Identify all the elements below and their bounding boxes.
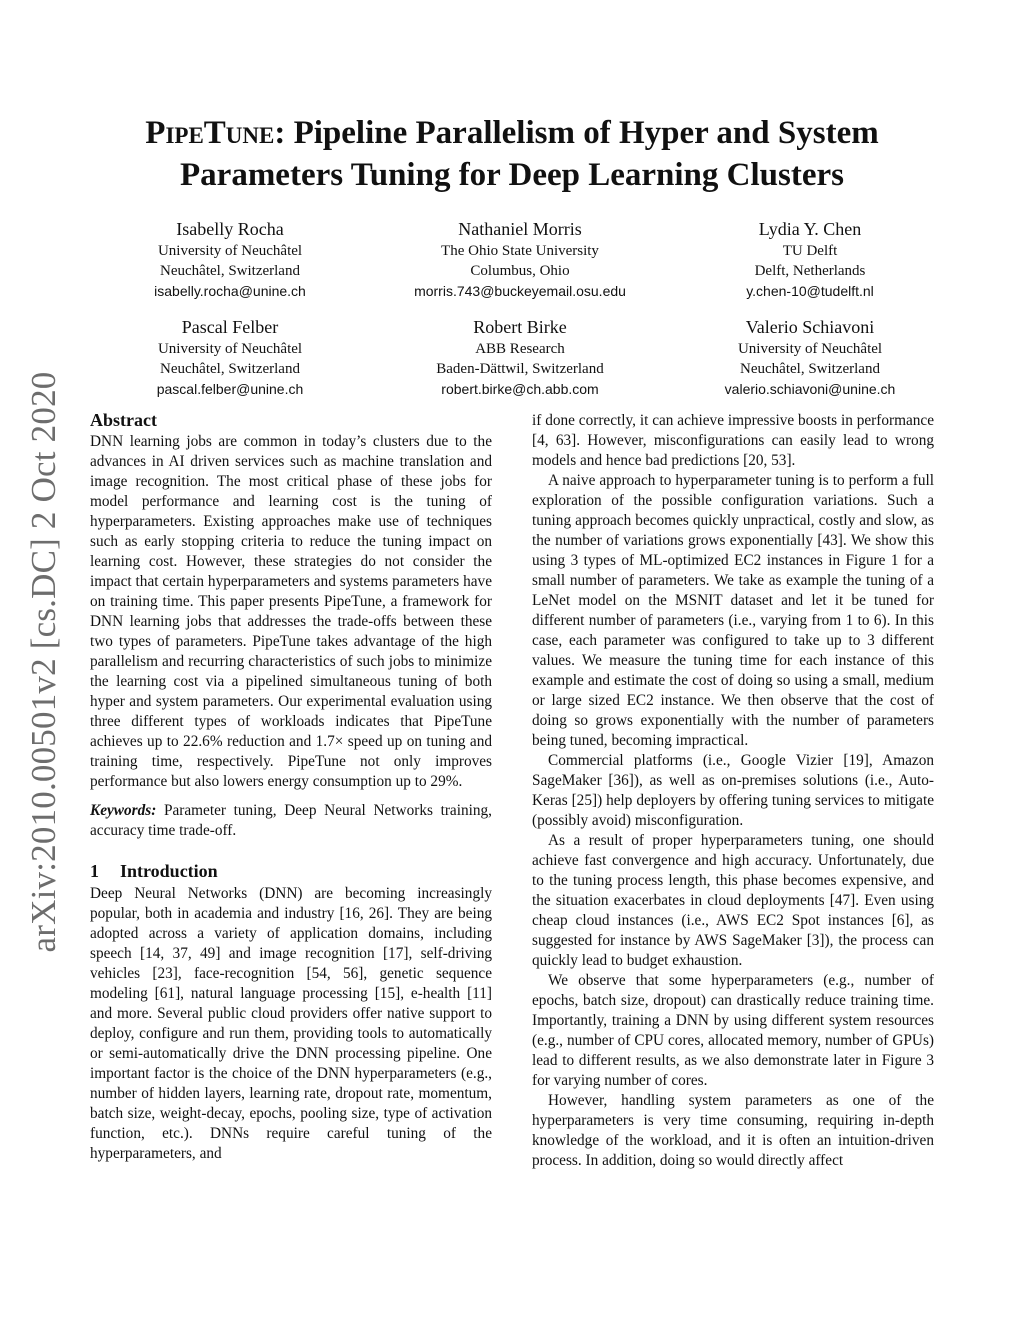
system-name: PipeTune (145, 115, 275, 151)
author-affiliation: The Ohio State University (441, 243, 599, 259)
author-location: Delft, Netherlands (754, 263, 866, 279)
intro-paragraph: Deep Neural Networks (DNN) are becoming increasingly popular, both in academia and industry [16, 26]. They are being adopted across a variety of application domains, including speech [14, 37, 49] and image recognition [17], self-driving vehicles [23], face-recognition [54, 56], genetic sequence modeling [61], natural language processing [15], e-health [11] and more. Several public cloud providers offer native support to deploy, configure and run them, providing tools to automatically or semi-automatically drive the DNN processing pipeline. One important factor is the choice of the DNN hyperparameters (e.g., number of hidden layers, learning rate, dropout rate, momentum, batch size, weight-decay, epochs, pooling size, type of activation function, etc.). DNNs require careful tuning of the hyperparameters, and (90, 885, 492, 1162)
author-location: Columbus, Ohio (470, 263, 570, 279)
author-affiliation: University of Neuchâtel (737, 341, 883, 357)
author-name: Nathaniel Morris (458, 219, 582, 239)
author-name: Isabelly Rocha (176, 219, 284, 239)
author-location: Neuchâtel, Switzerland (160, 361, 300, 377)
author-block (670, 316, 950, 399)
author-location: Neuchâtel, Switzerland (160, 263, 300, 279)
author-location: Neuchâtel, Switzerland (740, 361, 880, 377)
abstract-text: DNN learning jobs are common in today’s clusters due to the advances in AI driven services such as machine translation and image recognition. The most critical phase of these jobs for model performance and learning cost is the tuning of hyperparameters. Existing approaches make use of techniques such as early stopping criteria to reduce the tuning impact on learning cost. However, these strategies do not consider the impact that certain hyperparameters and systems parameters have on training time. This paper presents PipeTune, a framework for DNN learning jobs that addresses the trade-offs between these two types of parameters. PipeTune takes advantage of the high parallelism and recurring characteristics of such jobs to minimize the learning cost via a pipelined simultaneous tuning of both hyper and system parameters. Our experimental evaluation using three different types of workloads indicates that PipeTune achieves up to 22.6% reduction and 1.7× speed up on tuning and training time, respectively. PipeTune not only improves performance but also lowers energy consumption up to 29%. (90, 433, 492, 790)
right-column (532, 411, 934, 1171)
body-paragraph: As a result of proper hyperparameters tuning, one should achieve fast convergence and high accuracy. Unfortunately, due to the tuning process length, this phase becomes expensive, and the situation exacerbates in cloud deployments [47]. Even using cheap cloud instances (i.e., AWS EC2 Spot instances [6], as suggested for instance by AWS SageMaker [3]), the process can quickly lead to budget exhaustion. (532, 832, 934, 969)
title-line2: Parameters Tuning for Deep Learning Clusters (180, 157, 844, 193)
author-affiliation: University of Neuchâtel (157, 243, 303, 259)
author-row-1 (90, 218, 950, 301)
author-name: Valerio Schiavoni (745, 317, 875, 337)
keywords (90, 801, 492, 841)
author-block (670, 218, 950, 301)
author-email: isabelly.rocha@unine.ch (154, 283, 306, 299)
author-block (90, 218, 370, 301)
author-row-2 (90, 316, 950, 399)
author-email: y.chen-10@tudelft.nl (746, 283, 874, 299)
body-paragraph: Commercial platforms (i.e., Google Vizier [19], Amazon SageMaker [36]), as well as on-premises solutions (i.e., Auto-Keras [25]) help deployers by offering tuning services to mitigate (possibly avoid) misconfiguration. (532, 752, 934, 829)
body-paragraph: if done correctly, it can achieve impressive boosts in performance [4, 63]. However, misconfigurations can easily lead to wrong models and hence bad predictions [20, 53]. (532, 412, 934, 469)
author-affiliation: TU Delft (782, 243, 838, 259)
author-name: Lydia Y. Chen (758, 219, 862, 239)
body-paragraph: However, handling system parameters as one of the hyperparameters is very time consuming, requiring in-depth knowledge of the workload, and it is often an intuition-driven process. In addition, doing so would directly affect (532, 1092, 934, 1169)
body-paragraph: A naive approach to hyperparameter tuning is to perform a full exploration of the possible configuration variations. Such a tuning approach becomes quickly unpractical, costly and slow, as the number of variations grows exponentially [43]. We show this using 3 types of ML-optimized EC2 instances in Figure 1 for a small number of parameters. We take as example the tuning of a LeNet model on the MSNIT dataset and let it be tuned for different number of parameters (i.e., varying from 1 to 6). In this case, each parameter was configured to take up to 3 different values. We measure the tuning time for each instance of this example and estimate the cost of doing so using a small, medium or large sized EC2 instance. We then observe that the cost of doing so grows exponentially with the number of parameters being tuned, becoming impractical. (532, 472, 934, 749)
author-name: Robert Birke (473, 317, 567, 337)
author-email: robert.birke@ch.abb.com (441, 381, 599, 397)
author-affiliation: University of Neuchâtel (157, 341, 303, 357)
author-block (380, 218, 660, 301)
keywords-label: Keywords: (90, 802, 157, 819)
body-paragraph: We observe that some hyperparameters (e.g., number of epochs, batch size, dropout) can drastically reduce training time. Importantly, training a DNN by using different system resources (e.g., number of CPU cores, allocated memory, number of GPUs) lead to different results, as we also demonstrate later in Figure 3 for varying number of cores. (532, 972, 934, 1089)
author-email: morris.743@buckeyemail.osu.edu (414, 283, 626, 299)
left-column (90, 408, 492, 1164)
author-affiliation: ABB Research (475, 341, 565, 357)
author-email: pascal.felber@unine.ch (156, 381, 304, 397)
section-number: 1 (90, 861, 99, 881)
section-heading (90, 859, 492, 883)
title-line1: : Pipeline Parallelism of Hyper and System (274, 115, 879, 151)
keywords-text: Parameter tuning, Deep Neural Networks training, accuracy time trade-off. (90, 802, 492, 839)
author-block (90, 316, 370, 399)
paper-title (60, 112, 964, 196)
abstract-heading: Abstract (90, 410, 157, 430)
author-location: Baden-Dättwil, Switzerland (436, 361, 604, 377)
author-email: valerio.schiavoni@unine.ch (724, 381, 896, 397)
author-name: Pascal Felber (181, 317, 279, 337)
section-title: Introduction (120, 861, 218, 881)
arxiv-id: arXiv:2010.00501v2 [cs.DC] 2 Oct 2020 (24, 371, 63, 953)
author-block (380, 316, 660, 399)
